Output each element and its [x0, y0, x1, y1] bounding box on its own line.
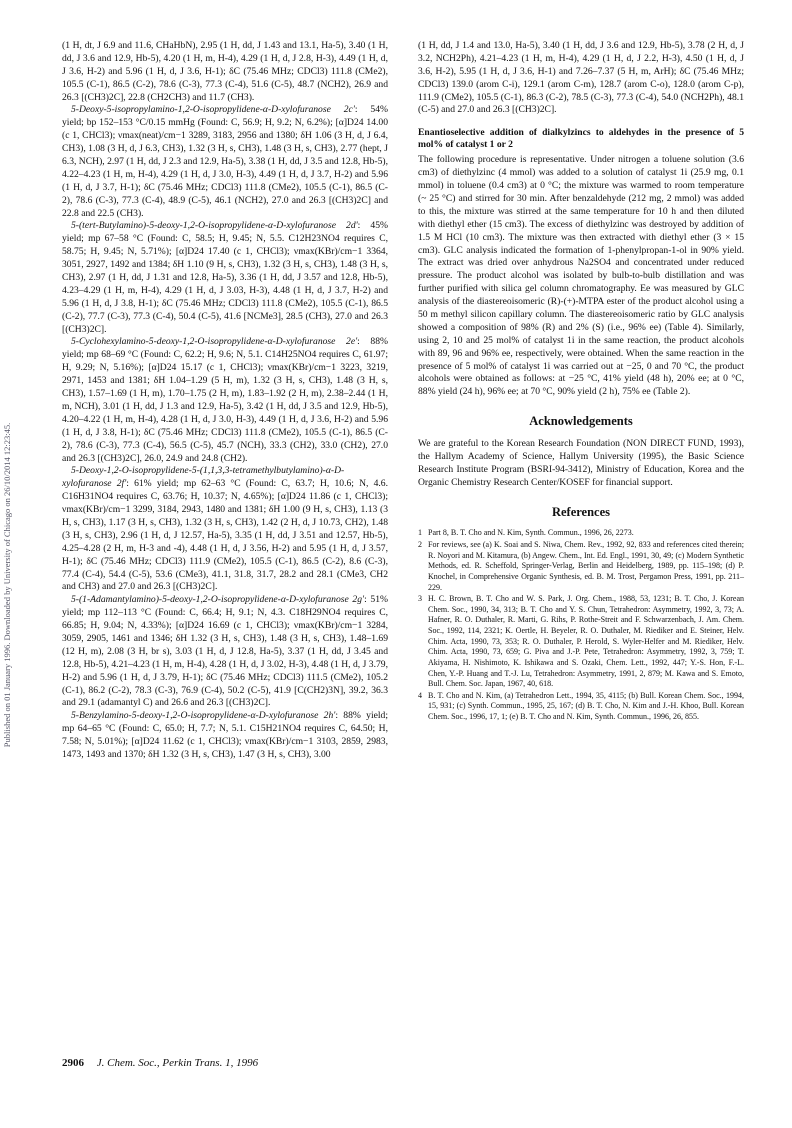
compound-name: 5-Deoxy-1,2-O-isopropylidene-5-(1,1,3,3-tetramethylbutylamino)-α-D-xylofuranose 2f'	[62, 465, 345, 490]
reference-text: For reviews, see (a) K. Soai and S. Niwa, Chem. Rev., 1992, 92, 833 and references cited therein; R. Noyori and M. Kitamura, (b) Angew. Chem., Int. Ed. Engl., 1991, 30, 49; (c) Modern Synthetic Methods, ed. R. Scheffold, Springer-Verlag, Berlin and Heidelberg, 1989, pp. 115–198; (d) P. Knochel, in Comprehensive Organic Synthesis, ed. B. M. Trost, Pergamon Press, 1991, pp. 211–229.	[428, 540, 744, 592]
reference-number: 2	[418, 540, 422, 550]
journal-citation: J. Chem. Soc., Perkin Trans. 1, 1996	[96, 1057, 259, 1069]
acknowledgements-heading: Acknowledgements	[529, 414, 633, 429]
reference-text: B. T. Cho and N. Kim, (a) Tetrahedron Lett., 1994, 35, 4115; (b) Bull. Korean Chem. Soc., 1994, 15, 931; (c) Synth. Commun., 1995, 25, 167; (d) B. T. Cho, N. Kim and J.-H. Khoo, Bull. Korean Chem. Soc., 1996, 17, 1; (e) B. T. Cho and N. Kim, Synth. Commun., 1996, 26, 855.	[428, 690, 744, 722]
compound-entry	[62, 104, 388, 220]
compound-data: : 88% yield; mp 64–65 °C (Found: C, 65.0; H, 7.7; N, 5.1. C15H21NO4 requires C, 64.50; H, 7.58; N, 5.01%); [α]D24 11.62 (c 1, CHCl3); νmax(KBr)/cm−1 3103, 2859, 2983, 1473, 1493 and 1370; δH 1.32 (3 H, s, CH3), 1.47 (3 H, s, CH3), 3.00	[62, 710, 388, 760]
reference-text: H. C. Brown, B. T. Cho and W. S. Park, J. Org. Chem., 1988, 53, 1231; B. T. Cho, J. Korean Chem. Soc., 1990, 34, 313; B. T. Cho and Y. S. Chun, Tetrahedron: Asymmetry, 1992, 3, 73; A. Hafner, R. O. Duthaler, R. Marti, G. Rihs, P. Rothe-Streit and F. Schwarzenbach, J. Am. Chem. Soc., 1992, 114, 2321; K. Oertle, H. Beyeler, R. O. Duthaler, M. Riediker and E. Steiner, Helv. Chim. Acta, 1990, 73, 353; R. O. Duthaler, P. Herold, S. Wyler-Helfer and M. Riediker, Helv. Chim. Acta, 1990, 73, 659; G. Piva and J.-P. Pete, Tetrahedron: Asymmetry, 1992, 3, 759; T. Akiyama, H. Nishimoto, K. Ishikawa and S. Ozaki, Chem. Lett., 1992, 447; Y.-S. Hon, F.-L. Chen, Y.-P. Huang and T.-J. Lu, Tetrahedron: Asymmetry, 1991, 2, 879; M. Kawa and S. Emoto, Bull. Chem. Soc. Japan, 1967, 40, 618.	[428, 594, 744, 689]
compound-name: 5-Cyclohexylamino-5-deoxy-1,2-O-isopropylidene-α-D-xylofuranose 2e'	[71, 336, 358, 348]
reference-item	[418, 594, 744, 690]
reference-list	[418, 528, 744, 722]
page-footer	[62, 1057, 402, 1069]
reference-text: Part 8, B. T. Cho and N. Kim, Synth. Commun., 1996, 26, 2273.	[428, 528, 634, 538]
compound-entry	[62, 465, 388, 594]
reference-number: 1	[418, 528, 422, 538]
compound-entry	[62, 220, 388, 336]
left-column	[62, 40, 388, 762]
compound-data: : 61% yield; mp 62–63 °C (Found: C, 63.7; H, 10.6; N, 4.6. C16H31NO4 requires C, 63.76; H, 10.37; N, 4.65%); [α]D24 11.86 (c 1, CHCl3); νmax(KBr)/cm−1 3299, 3184, 2943, 1480 and 1381; δH 1.00 (9 H, s, CH3), 1.13 (3 H, s, CH3), 1.17 (3 H, s, CH3), 1.32 (3 H, s, CH3), 1.42 (2 H, d, J 10.73, CH2), 1.48 (3 H, s, CH3), 2.96 (1 H, d, J 12.57, Ha-5), 3.35 (1 H, dd, J 3.51 and 12.57, Hb-5), 4.25–4.28 (2 H, m, H-3 and -4), 4.48 (1 H, d, J 3.56, H-2) and 5.95 (1 H, d, J 3.57, H-1); δC (75.46 MHz; CDCl3) 111.9 (CMe2), 105.5 (C-1), 86.5 (C-2), 8.6 (C-3), 77.4 (C-4), 54.4 (C-5), 53.6 (CMe3), 41.1, 31.8, 31.7, 28.2 and 28.1 (CMe3, CH2 and CH3) and 27.0 and 26.3 [(CH3)2C].	[62, 478, 388, 593]
compound-data: : 45% yield; mp 67–58 °C (Found: C, 58.5; H, 9.45; N, 5.5. C12H23NO4 requires C, 58.75; H, 9.45; N, 5.71%); [α]D24 17.40 (c 1, CHCl3); νmax(KBr)/cm−1 3364, 3051, 2927, 1492 and 1384; δH 1.10 (9 H, s, CH3), 1.32 (3 H, s, CH3), 1.48 (3 H, s, CH3), 2.97 (1 H, dd, J 1.31 and 12.8, Ha-5), 3.36 (1 H, dd, J 3.57 and 12.8, Hb-5), 4.23–4.29 (1 H, m, H-4), 4.29 (1 H, d, J 3.03, H-3), 4.48 (1 H, d, J 3.7, H-2) and 5.96 (1 H, d, J 3.8, H-1); δC (75.46 MHz; CDCl3) 111.8 (CMe2), 105.5 (C-1), 86.5 (C-2), 77.7 (C-3), 77.3 (C-4), 50.4 (C-5), 41.6 [NCMe3], 28.5 (CH3), 27.0 and 26.3 [(CH3)2C].	[62, 220, 388, 335]
compound-name: 5-(1-Adamantylamino)-5-deoxy-1,2-O-isopropylidene-α-D-xylofuranose 2g'	[71, 594, 365, 606]
compound-entry	[62, 594, 388, 710]
compound-data: : 88% yield; mp 68–69 °C (Found: C, 62.2; H, 9.6; N, 5.1. C14H25NO4 requires C, 61.97; H, 9.29; N, 5.16%); [α]D24 15.17 (c 1, CHCl3); νmax(KBr)/cm−1 3223, 3219, 2971, 1453 and 1381; δH 1.04–1.29 (5 H, m), 1.32 (3 H, s, CH3), 1.48 (3 H, s, CH3), 1.57–1.69 (1 H, m), 1.70–1.75 (2 H, m), 1.83–1.92 (2 H, m), 2.38–2.44 (1 H, m, NCH), 3.01 (1 H, dd, J 1.3 and 12.9, Ha-5), 3.42 (1 H, dd, J 3.5 and 12.9, Hb-5), 4.20–4.22 (1 H, m, H-4), 4.28 (1 H, d, J 3.0, H-3), 4.49 (1 H, d, J 3.6, H-2) and 5.96 (1 H, d, J 3.8, H-1); δC (75.46 MHz; CDCl3) 111.8 (CMe2), 105.5 (C-1), 86.5 (C-2), 78.6 (C-3), 77.3 (C-4), 56.5 (C-5), 45.7 (NCH), 33.3 (CH2), 33.0 (CH2), 27.0 and 26.3 [(CH3)2C], 26.0, 24.9 and 24.8 (CH2).	[62, 336, 388, 464]
compound-name: 5-Benzylamino-5-deoxy-1,2-O-isopropylidene-α-D-xylofuranose 2h'	[71, 710, 336, 722]
download-notice-text: Published on 01 January 1996. Downloaded by University of Chicago on 26/10/2014 12:23:45.	[2, 422, 12, 748]
download-notice	[0, 255, 14, 915]
references-heading: References	[551, 504, 611, 519]
acknowledgements-paragraph: We are grateful to the Korean Research Foundation (NON DIRECT FUND, 1993), the Hallym Academy of Science, Hallym University (1995), the Basic Science Research Institute Program (BSRI-94-3412), Ministry of Education, Korea and the Organic Chemistry Research Center/KOSEF for financial support.	[418, 438, 744, 488]
compound-entry	[62, 336, 388, 465]
compound-data: : 54% yield; bp 152–153 °C/0.15 mmHg (Found: C, 56.9; H, 9.2; N, 6.2%); [α]D24 14.00 (c 1, CHCl3); νmax(neat)/cm−1 3289, 3183, 2956 and 1380; δH 1.06 (3 H, d, J 6.4, CH3), 1.08 (3 H, d, J 6.3, CH3), 1.32 (3 H, s, CH3), 1.48 (3 H, s, CH3), 2.77 (hept, J 6.3, NCH), 2.97 (1 H, dd, J 2.3 and 12.9, Ha-5), 3.38 (1 H, dd, J 3.5 and 12.8, Hb-5), 4.22–4.23 (1 H, m, H-4), 4.29 (1 H, d, J 3.0, H-3), 4.49 (1 H, d, J 3.7, H-2) and 5.96 (1 H, d, J 3.7, H-1); δC (75.46 MHz; CDCl3) 111.8 (CMe2), 105.5 (C-1), 86.5 (C-2), 78.6 (C-3), 77.3 (C-4), 48.9 (C-5), 46.1 (NCH2), 27.0 and 26.3 [(CH3)2C] and 22.8 and 22.5 (CH3).	[62, 104, 389, 219]
procedure-paragraph: The following procedure is representative. Under nitrogen a toluene solution (3.6 cm3) of diethylzinc (4 mmol) was added to a solution of catalyst 1i (25.9 mg, 0.1 mmol) in toluene (0.4 cm3) at 0 °C; the mixture was warmed to room temperature (~ 25 °C) and stirred for 30 min. After benzaldehyde (212 mg, 2 mmol) was added to this, the mixture was stirred at the same temperature for 10 h and then diluted with diethyl ether (15 cm3). The excess of diethylzinc was destroyed by addition of 1.5 M HCl (10 cm3). The mixture was then extracted with diethyl ether (3 × 15 cm3). GLC analysis indicated the formation of 1-phenylpropan-1-ol in 90% yield. The extract was dried over anhydrous Na2SO4 and concentrated under reduced pressure. The product alcohol was isolated by bulb-to-bulb distillation and was further purified with silica gel column chromatography. Ee was measured by GLC analysis of the diastereoisomeric (R)-(+)-MTPA ester of the product alcohol using a 50 m methyl silicon capillary column. The diastereoisomeric ratio by GLC analysis showed a composition of 98% (R) and 2% (S) (i.e., 96% ee) (Table 4). Similarly, using 2, 10 and 25 mol% of catalyst 1i in the same reaction, the product alcohols with 89, 96 and 96% ee, respectively, were obtained. When the same reaction in the presence of 5 mol% of catalyst 1i was carried out at −25, 0 and 70 °C, the product alcohols were obtained as follows: at −25 °C, 41% yield (48 h), 20% ee; at 0 °C, 88% yield (24 h), 96% ee; at 70 °C, 90% yield (2 h), 75% ee (Table 2).	[418, 154, 744, 398]
reference-number: 4	[418, 690, 422, 700]
reference-item	[418, 540, 744, 593]
reference-item	[418, 528, 744, 539]
reference-item	[418, 691, 744, 723]
compound-name: 5-Deoxy-5-isopropylamino-1,2-O-isopropylidene-α-D-xylofuranose 2c'	[71, 104, 355, 116]
compound-data: : 51% yield; mp 112–113 °C (Found: C, 66.4; H, 9.1; N, 4.3. C18H29NO4 requires C, 66.85; H, 9.04; N, 4.33%); [α]D24 16.69 (c 1, CHCl3); νmax(KBr)/cm−1 3284, 3059, 2905, 1461 and 1346; δH 1.32 (3 H, s, CH3), 1.48 (3 H, s, CH3), 1.48–1.69 (12 H, m), 2.08 (3 H, br s), 3.03 (1 H, d, J 12.8, Ha-5), 3.37 (1 H, dd, J 3.45 and 12.8, Hb-5), 4.21–4.23 (1 H, m, H-4), 4.28 (1 H, d, J 3.02, H-3), 4.48 (1 H, d, J 3.79, H-2) and 5.96 (1 H, d, J 3.79, H-1); δC (75.46 MHz; CDCl3) 111.5 (CMe2), 105.2 (C-1), 86.2 (C-2), 78.3 (C-3), 76.9 (C-4), 50.2 (C-5), 41.9 [C(CH2)3N], 39.2, 36.3 and 29.1 (adamantyl C) and 26.6 and 26.3 [(CH3)2C].	[62, 594, 389, 709]
continued-spectral-data: (1 H, dt, J 6.9 and 11.6, CHaHbN), 2.95 (1 H, dd, J 1.43 and 13.1, Ha-5), 3.40 (1 H, dd, J 3.6 and 12.9, Hb-5), 4.20 (1 H, m, H-4), 4.29 (1 H, d, J 2.8, H-3), 4.49 (1 H, d, J 3.6, H-2) and 5.96 (1 H, d, J 3.6, H-1); δC (75.46 MHz; CDCl3) 111.8 (CMe2), 105.5 (C-1), 86.5 (C-2), 78.6 (C-3), 77.3 (C-4), 51.6 (C-5), 48.7 (NCH2), 26.9 and 26.3 [(CH3)2C], 22.8 (CH2CH3) and 11.7 (CH3).	[62, 40, 388, 103]
compound-name: 5-(tert-Butylamino)-5-deoxy-1,2-O-isopropylidene-α-D-xylofuranose 2d'	[71, 220, 358, 232]
continued-spectral-data: (1 H, dd, J 1.4 and 13.0, Ha-5), 3.40 (1 H, dd, J 3.6 and 12.9, Hb-5), 3.78 (2 H, d, J 3.2, NCH2Ph), 4.21–4.23 (1 H, m, H-4), 4.29 (1 H, d, J 2.2, H-3), 4.50 (1 H, d, J 3.6, H-2), 5.95 (1 H, d, J 3.6, H-1) and 7.26–7.37 (5 H, m, ArH); δC (75.46 MHz; CDCl3) 139.0 (arom C-i), 129.1 (arom C-m), 128.7 (arom C-o), 128.0 (arom C-p), 111.9 (CMe2), 105.5 (C-1), 86.3 (C-2), 78.5 (C-3), 77.3 (C-4), 54.0 (NCH2Ph), 48.1 (C-5) and 27.0 and 26.3 [(CH3)2C].	[418, 40, 744, 116]
right-column	[418, 40, 744, 724]
compound-entry	[62, 710, 388, 762]
section-heading: Enantioselective addition of dialkylzincs to aldehydes in the presence of 5 mol% of catalyst 1 or 2	[418, 127, 744, 151]
reference-number: 3	[418, 594, 422, 604]
page-number: 2906	[62, 1057, 84, 1069]
